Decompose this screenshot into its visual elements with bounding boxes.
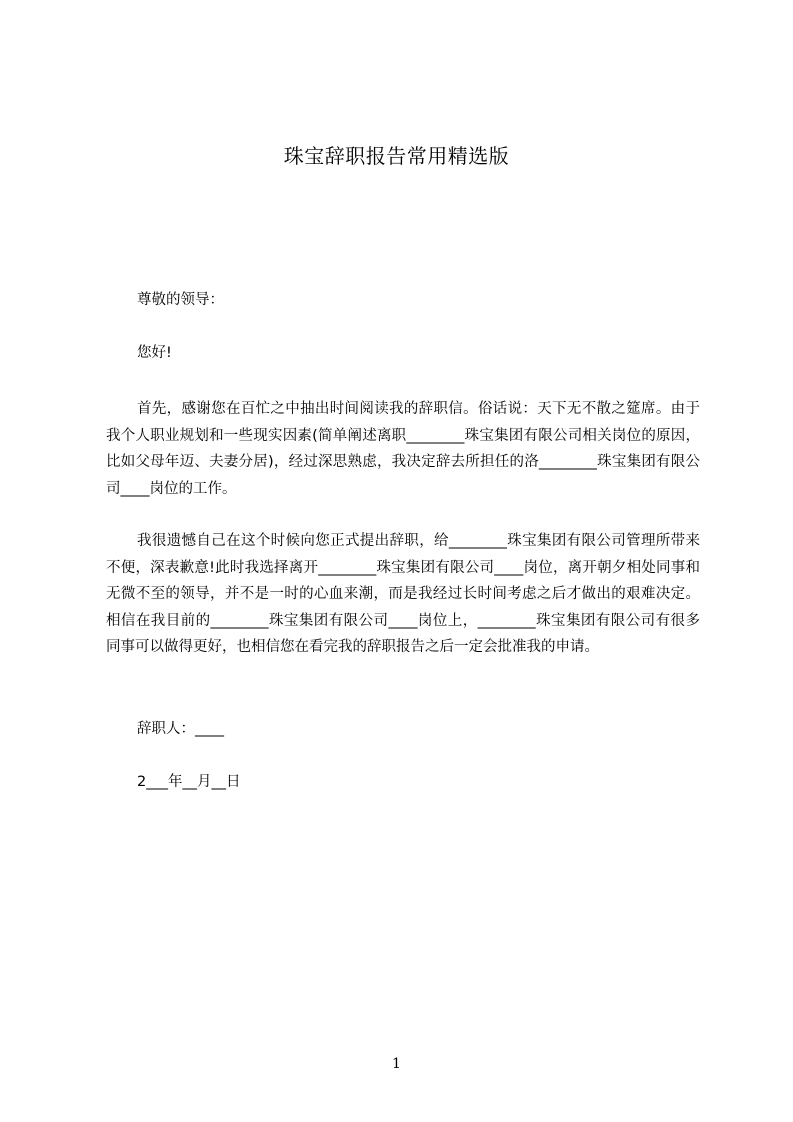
hello-line: 您好! — [137, 345, 172, 361]
body-paragraph-1: 首先，感谢您在百忙之中抽出时间阅读我的辞职信。俗话说：天下无不散之筵席。由于我个人职业规划和一些现实因素(简单阐述离职________珠宝集团有限公司相关岗位的原因，比如父母年迈、夫妻分居)，经过深思熟虑，我决定辞去所担任的洛________珠宝集团有限公司____岗位的工作。 — [106, 401, 700, 497]
salutation: 尊敬的领导： — [137, 292, 224, 308]
document-title: 珠宝辞职报告常用精选版 — [283, 144, 510, 168]
signer-line: 辞职人：____ — [137, 721, 224, 737]
body-paragraph-2: 我很遗憾自己在这个时候向您正式提出辞职，给________珠宝集团有限公司管理所带来不便，深表歉意!此时我选择离开________珠宝集团有限公司____岗位，离开朝夕相处同事和无微不至的领导，并不是一时的心血来潮，而是我经过长时间考虑之后才做出的艰难决定。相信在我目前的________珠宝集团有限公司____岗位上，________珠宝集团有限公司有很多同事可以做得更好，也相信您在看完我的辞职报告之后一定会批准我的申请。 — [106, 533, 700, 655]
page-number: 1 — [392, 1056, 401, 1072]
date-line: 2___年__月__日 — [137, 774, 241, 790]
